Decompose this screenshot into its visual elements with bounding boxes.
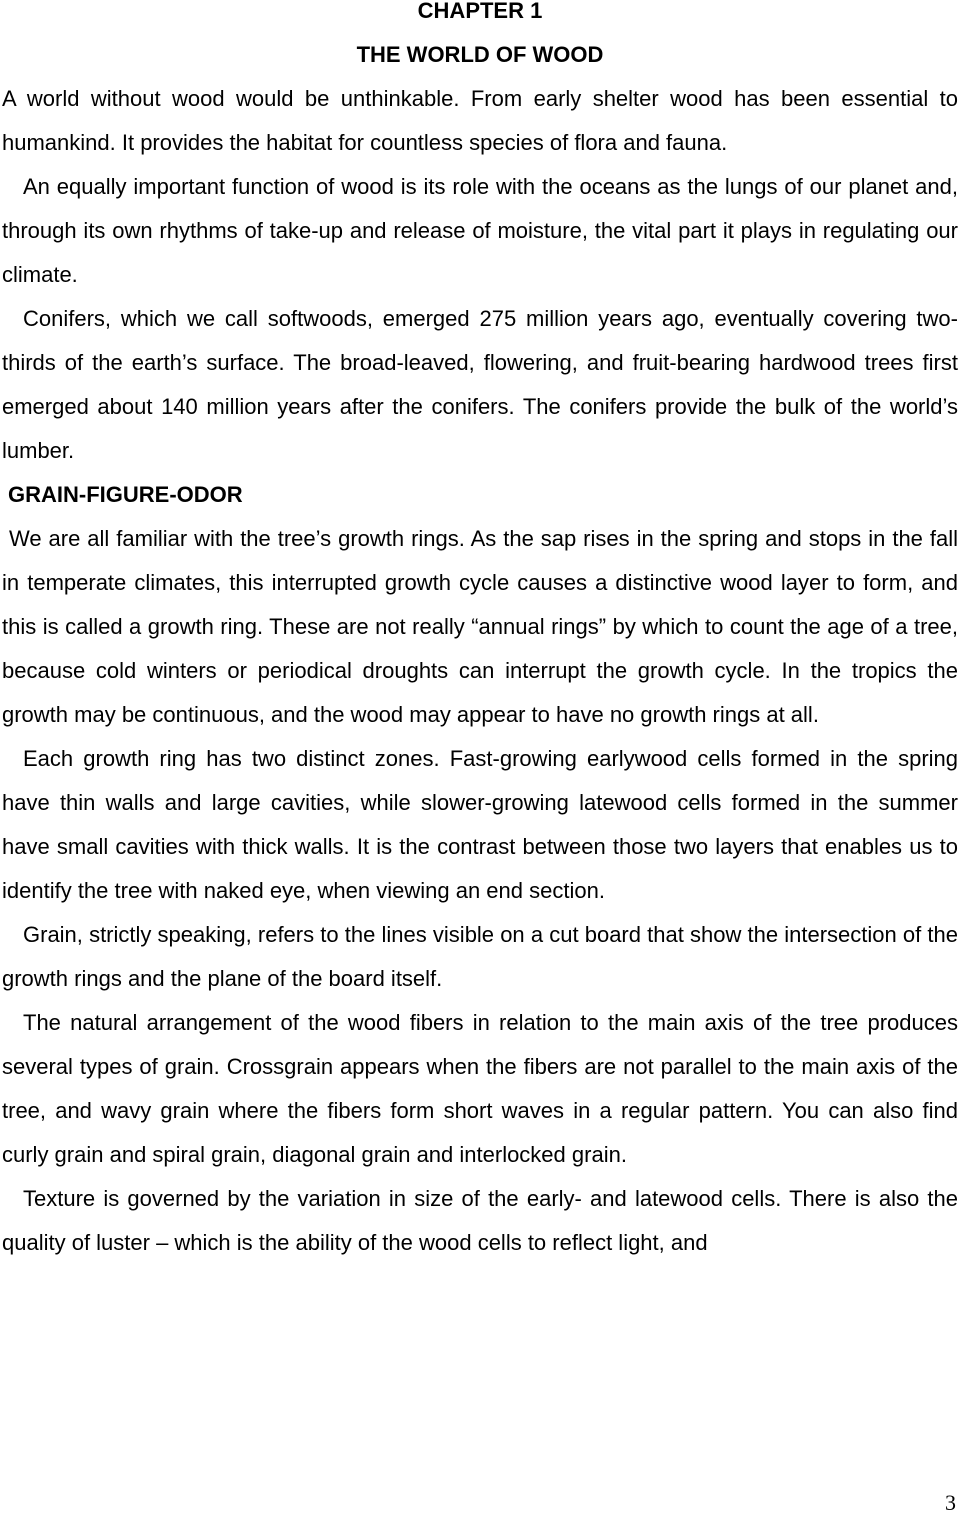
paragraph-section-3: Grain, strictly speaking, refers to the lines visible on a cut board that show the intersection of the growth rings and the plane of the board itself. xyxy=(2,922,958,991)
paragraph-section-2: Each growth ring has two distinct zones. Fast-growing earlywood cells formed in the spring have thin walls and large cavities, while slower-growing latewood cells formed in the summer have small cavities with thick walls. It is the contrast between those two layers that enables us to identify the tree with naked eye, when viewing an end section. xyxy=(2,746,958,903)
paragraph-intro-2: An equally important function of wood is its role with the oceans as the lungs of our planet and, through its own rhythms of take-up and release of moisture, the vital part it plays in regulating our climate. xyxy=(2,174,958,287)
page-number: 3 xyxy=(945,1490,956,1515)
paragraph-intro-3: Conifers, which we call softwoods, emerged 275 million years ago, eventually covering two-thirds of the earth’s surface. The broad-leaved, flowering, and fruit-bearing hardwood trees first emerged about 140 million years after the conifers. The conifers provide the bulk of the world’s lumber. xyxy=(2,306,958,463)
paragraph-section-5: Texture is governed by the variation in size of the early- and latewood cells. There is also the quality of luster – which is the ability of the wood cells to reflect light, and xyxy=(2,1186,958,1255)
paragraph-section-1: We are all familiar with the tree’s growth rings. As the sap rises in the spring and stops in the fall in temperate climates, this interrupted growth cycle causes a distinctive wood layer to form, and this is called a growth ring. These are not really “annual rings” by which to count the age of a tree, because cold winters or periodical droughts can interrupt the growth cycle. In the tropics the growth may be continuous, and the wood may appear to have no growth rings at all. xyxy=(2,526,958,727)
chapter-title: THE WORLD OF WOOD xyxy=(356,42,604,67)
paragraph-section-4: The natural arrangement of the wood fibers in relation to the main axis of the tree produces several types of grain. Crossgrain appears when the fibers are not parallel to the main axis of the tree, and wavy grain where the fibers form short waves in a regular pattern. You can also find curly grain and spiral grain, diagonal grain and interlocked grain. xyxy=(2,1010,958,1167)
chapter-number: CHAPTER 1 xyxy=(417,0,543,23)
section-heading: GRAIN-FIGURE-ODOR xyxy=(8,482,243,507)
paragraph-intro-1: A world without wood would be unthinkable. From early shelter wood has been essential to humankind. It provides the habitat for countless species of flora and fauna. xyxy=(2,86,958,155)
